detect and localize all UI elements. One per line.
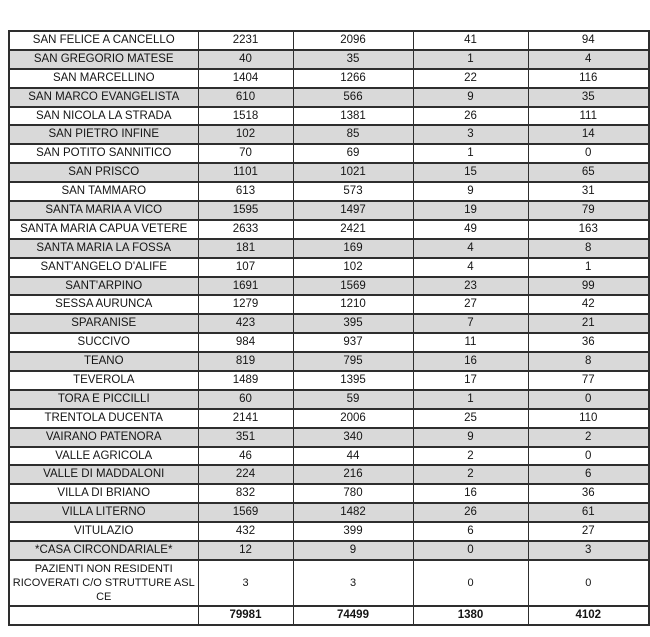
value-cell: 3 — [528, 541, 649, 560]
value-cell: 163 — [528, 220, 649, 239]
table-row — [9, 390, 649, 409]
total-value-cell: 79981 — [198, 606, 293, 625]
value-cell: 795 — [293, 352, 413, 371]
value-cell: 6 — [413, 522, 528, 541]
value-cell: 60 — [198, 390, 293, 409]
value-cell: 1395 — [293, 371, 413, 390]
value-cell: 1266 — [293, 69, 413, 88]
total-value-cell: 1380 — [413, 606, 528, 625]
municipality-cell: SAN TAMMARO — [9, 182, 198, 201]
table-row — [9, 295, 649, 314]
table-row — [9, 428, 649, 447]
municipality-cell: SESSA AURUNCA — [9, 295, 198, 314]
total-value-cell: 4102 — [528, 606, 649, 625]
value-cell: 0 — [528, 390, 649, 409]
value-cell: 17 — [413, 371, 528, 390]
value-cell: 2 — [413, 447, 528, 466]
value-cell: 8 — [528, 352, 649, 371]
table-row — [9, 88, 649, 107]
totals-row — [9, 606, 649, 625]
municipality-cell: SANTA MARIA CAPUA VETERE — [9, 220, 198, 239]
table-row — [9, 447, 649, 466]
municipality-cell: SANT'ARPINO — [9, 277, 198, 296]
value-cell: 110 — [528, 409, 649, 428]
value-cell: 566 — [293, 88, 413, 107]
value-cell: 181 — [198, 239, 293, 258]
table-row — [9, 182, 649, 201]
value-cell: 59 — [293, 390, 413, 409]
value-cell: 1279 — [198, 295, 293, 314]
municipality-data-table — [8, 30, 650, 626]
value-cell: 111 — [528, 107, 649, 126]
value-cell: 0 — [413, 560, 528, 606]
value-cell: 102 — [198, 125, 293, 144]
municipality-cell: SPARANISE — [9, 314, 198, 333]
table-body — [9, 31, 649, 625]
value-cell: 780 — [293, 484, 413, 503]
value-cell: 9 — [413, 428, 528, 447]
value-cell: 832 — [198, 484, 293, 503]
value-cell: 3 — [413, 125, 528, 144]
table-row — [9, 125, 649, 144]
value-cell: 14 — [528, 125, 649, 144]
value-cell: 36 — [528, 333, 649, 352]
total-value-cell: 74499 — [293, 606, 413, 625]
value-cell: 2231 — [198, 31, 293, 50]
value-cell: 169 — [293, 239, 413, 258]
value-cell: 9 — [413, 182, 528, 201]
table-row — [9, 163, 649, 182]
value-cell: 1 — [413, 144, 528, 163]
value-cell: 1691 — [198, 277, 293, 296]
value-cell: 984 — [198, 333, 293, 352]
value-cell: 216 — [293, 465, 413, 484]
table-row — [9, 560, 649, 606]
municipality-cell: TEANO — [9, 352, 198, 371]
table-row — [9, 201, 649, 220]
table-row — [9, 503, 649, 522]
table-row — [9, 352, 649, 371]
value-cell: 65 — [528, 163, 649, 182]
table-row — [9, 50, 649, 69]
municipality-cell: SAN FELICE A CANCELLO — [9, 31, 198, 50]
table-row — [9, 277, 649, 296]
value-cell: 21 — [528, 314, 649, 333]
value-cell: 3 — [198, 560, 293, 606]
municipality-cell: SAN PRISCO — [9, 163, 198, 182]
value-cell: 1595 — [198, 201, 293, 220]
municipality-cell: VILLA DI BRIANO — [9, 484, 198, 503]
value-cell: 1569 — [198, 503, 293, 522]
value-cell: 1497 — [293, 201, 413, 220]
value-cell: 9 — [413, 88, 528, 107]
value-cell: 7 — [413, 314, 528, 333]
municipality-cell: SUCCIVO — [9, 333, 198, 352]
value-cell: 351 — [198, 428, 293, 447]
value-cell: 31 — [528, 182, 649, 201]
value-cell: 2 — [528, 428, 649, 447]
value-cell: 4 — [528, 50, 649, 69]
table-row — [9, 484, 649, 503]
value-cell: 8 — [528, 239, 649, 258]
value-cell: 1021 — [293, 163, 413, 182]
municipality-cell: PAZIENTI NON RESIDENTI RICOVERATI C/O STRUTTURE ASL CE — [9, 560, 198, 606]
municipality-cell: TEVEROLA — [9, 371, 198, 390]
value-cell: 2096 — [293, 31, 413, 50]
value-cell: 15 — [413, 163, 528, 182]
value-cell: 16 — [413, 352, 528, 371]
value-cell: 613 — [198, 182, 293, 201]
value-cell: 44 — [293, 447, 413, 466]
value-cell: 937 — [293, 333, 413, 352]
municipality-cell: VALLE DI MADDALONI — [9, 465, 198, 484]
municipality-cell: SANTA MARIA LA FOSSA — [9, 239, 198, 258]
value-cell: 107 — [198, 258, 293, 277]
value-cell: 70 — [198, 144, 293, 163]
value-cell: 2141 — [198, 409, 293, 428]
municipality-cell: VILLA LITERNO — [9, 503, 198, 522]
value-cell: 85 — [293, 125, 413, 144]
value-cell: 1210 — [293, 295, 413, 314]
value-cell: 1381 — [293, 107, 413, 126]
value-cell: 25 — [413, 409, 528, 428]
value-cell: 2421 — [293, 220, 413, 239]
table-row — [9, 107, 649, 126]
table-row — [9, 258, 649, 277]
table-row — [9, 541, 649, 560]
value-cell: 41 — [413, 31, 528, 50]
value-cell: 94 — [528, 31, 649, 50]
value-cell: 1101 — [198, 163, 293, 182]
table-row — [9, 314, 649, 333]
value-cell: 27 — [413, 295, 528, 314]
value-cell: 23 — [413, 277, 528, 296]
value-cell: 19 — [413, 201, 528, 220]
value-cell: 16 — [413, 484, 528, 503]
value-cell: 27 — [528, 522, 649, 541]
value-cell: 42 — [528, 295, 649, 314]
value-cell: 40 — [198, 50, 293, 69]
municipality-cell: SANTA MARIA A VICO — [9, 201, 198, 220]
value-cell: 224 — [198, 465, 293, 484]
value-cell: 4 — [413, 258, 528, 277]
value-cell: 4 — [413, 239, 528, 258]
table-row — [9, 239, 649, 258]
value-cell: 79 — [528, 201, 649, 220]
value-cell: 22 — [413, 69, 528, 88]
municipality-cell: *CASA CIRCONDARIALE* — [9, 541, 198, 560]
value-cell: 399 — [293, 522, 413, 541]
value-cell: 2633 — [198, 220, 293, 239]
value-cell: 26 — [413, 107, 528, 126]
value-cell: 116 — [528, 69, 649, 88]
municipality-cell: TORA E PICCILLI — [9, 390, 198, 409]
municipality-cell: SAN POTITO SANNITICO — [9, 144, 198, 163]
value-cell: 99 — [528, 277, 649, 296]
value-cell: 35 — [293, 50, 413, 69]
value-cell: 1404 — [198, 69, 293, 88]
value-cell: 102 — [293, 258, 413, 277]
value-cell: 0 — [413, 541, 528, 560]
value-cell: 46 — [198, 447, 293, 466]
value-cell: 35 — [528, 88, 649, 107]
value-cell: 0 — [528, 447, 649, 466]
table-row — [9, 409, 649, 428]
value-cell: 36 — [528, 484, 649, 503]
municipality-cell: TRENTOLA DUCENTA — [9, 409, 198, 428]
value-cell: 61 — [528, 503, 649, 522]
totals-label-cell — [9, 606, 198, 625]
value-cell: 3 — [293, 560, 413, 606]
value-cell: 1569 — [293, 277, 413, 296]
municipality-cell: SAN GREGORIO MATESE — [9, 50, 198, 69]
value-cell: 12 — [198, 541, 293, 560]
value-cell: 423 — [198, 314, 293, 333]
value-cell: 395 — [293, 314, 413, 333]
value-cell: 1489 — [198, 371, 293, 390]
municipality-cell: SAN MARCELLINO — [9, 69, 198, 88]
municipality-cell: VALLE AGRICOLA — [9, 447, 198, 466]
table-row — [9, 69, 649, 88]
value-cell: 77 — [528, 371, 649, 390]
table-row — [9, 522, 649, 541]
table-row — [9, 465, 649, 484]
report-table-container — [8, 30, 648, 626]
value-cell: 340 — [293, 428, 413, 447]
table-row — [9, 144, 649, 163]
table-row — [9, 371, 649, 390]
municipality-cell: SAN PIETRO INFINE — [9, 125, 198, 144]
municipality-cell: VAIRANO PATENORA — [9, 428, 198, 447]
value-cell: 69 — [293, 144, 413, 163]
value-cell: 1482 — [293, 503, 413, 522]
value-cell: 9 — [293, 541, 413, 560]
municipality-cell: VITULAZIO — [9, 522, 198, 541]
value-cell: 11 — [413, 333, 528, 352]
value-cell: 1518 — [198, 107, 293, 126]
table-row — [9, 31, 649, 50]
municipality-cell: SAN NICOLA LA STRADA — [9, 107, 198, 126]
value-cell: 610 — [198, 88, 293, 107]
value-cell: 2006 — [293, 409, 413, 428]
value-cell: 819 — [198, 352, 293, 371]
municipality-cell: SAN MARCO EVANGELISTA — [9, 88, 198, 107]
value-cell: 1 — [413, 50, 528, 69]
value-cell: 0 — [528, 144, 649, 163]
value-cell: 573 — [293, 182, 413, 201]
table-row — [9, 333, 649, 352]
value-cell: 1 — [528, 258, 649, 277]
value-cell: 0 — [528, 560, 649, 606]
value-cell: 26 — [413, 503, 528, 522]
value-cell: 6 — [528, 465, 649, 484]
value-cell: 2 — [413, 465, 528, 484]
value-cell: 432 — [198, 522, 293, 541]
table-row — [9, 220, 649, 239]
value-cell: 49 — [413, 220, 528, 239]
municipality-cell: SANT'ANGELO D'ALIFE — [9, 258, 198, 277]
value-cell: 1 — [413, 390, 528, 409]
